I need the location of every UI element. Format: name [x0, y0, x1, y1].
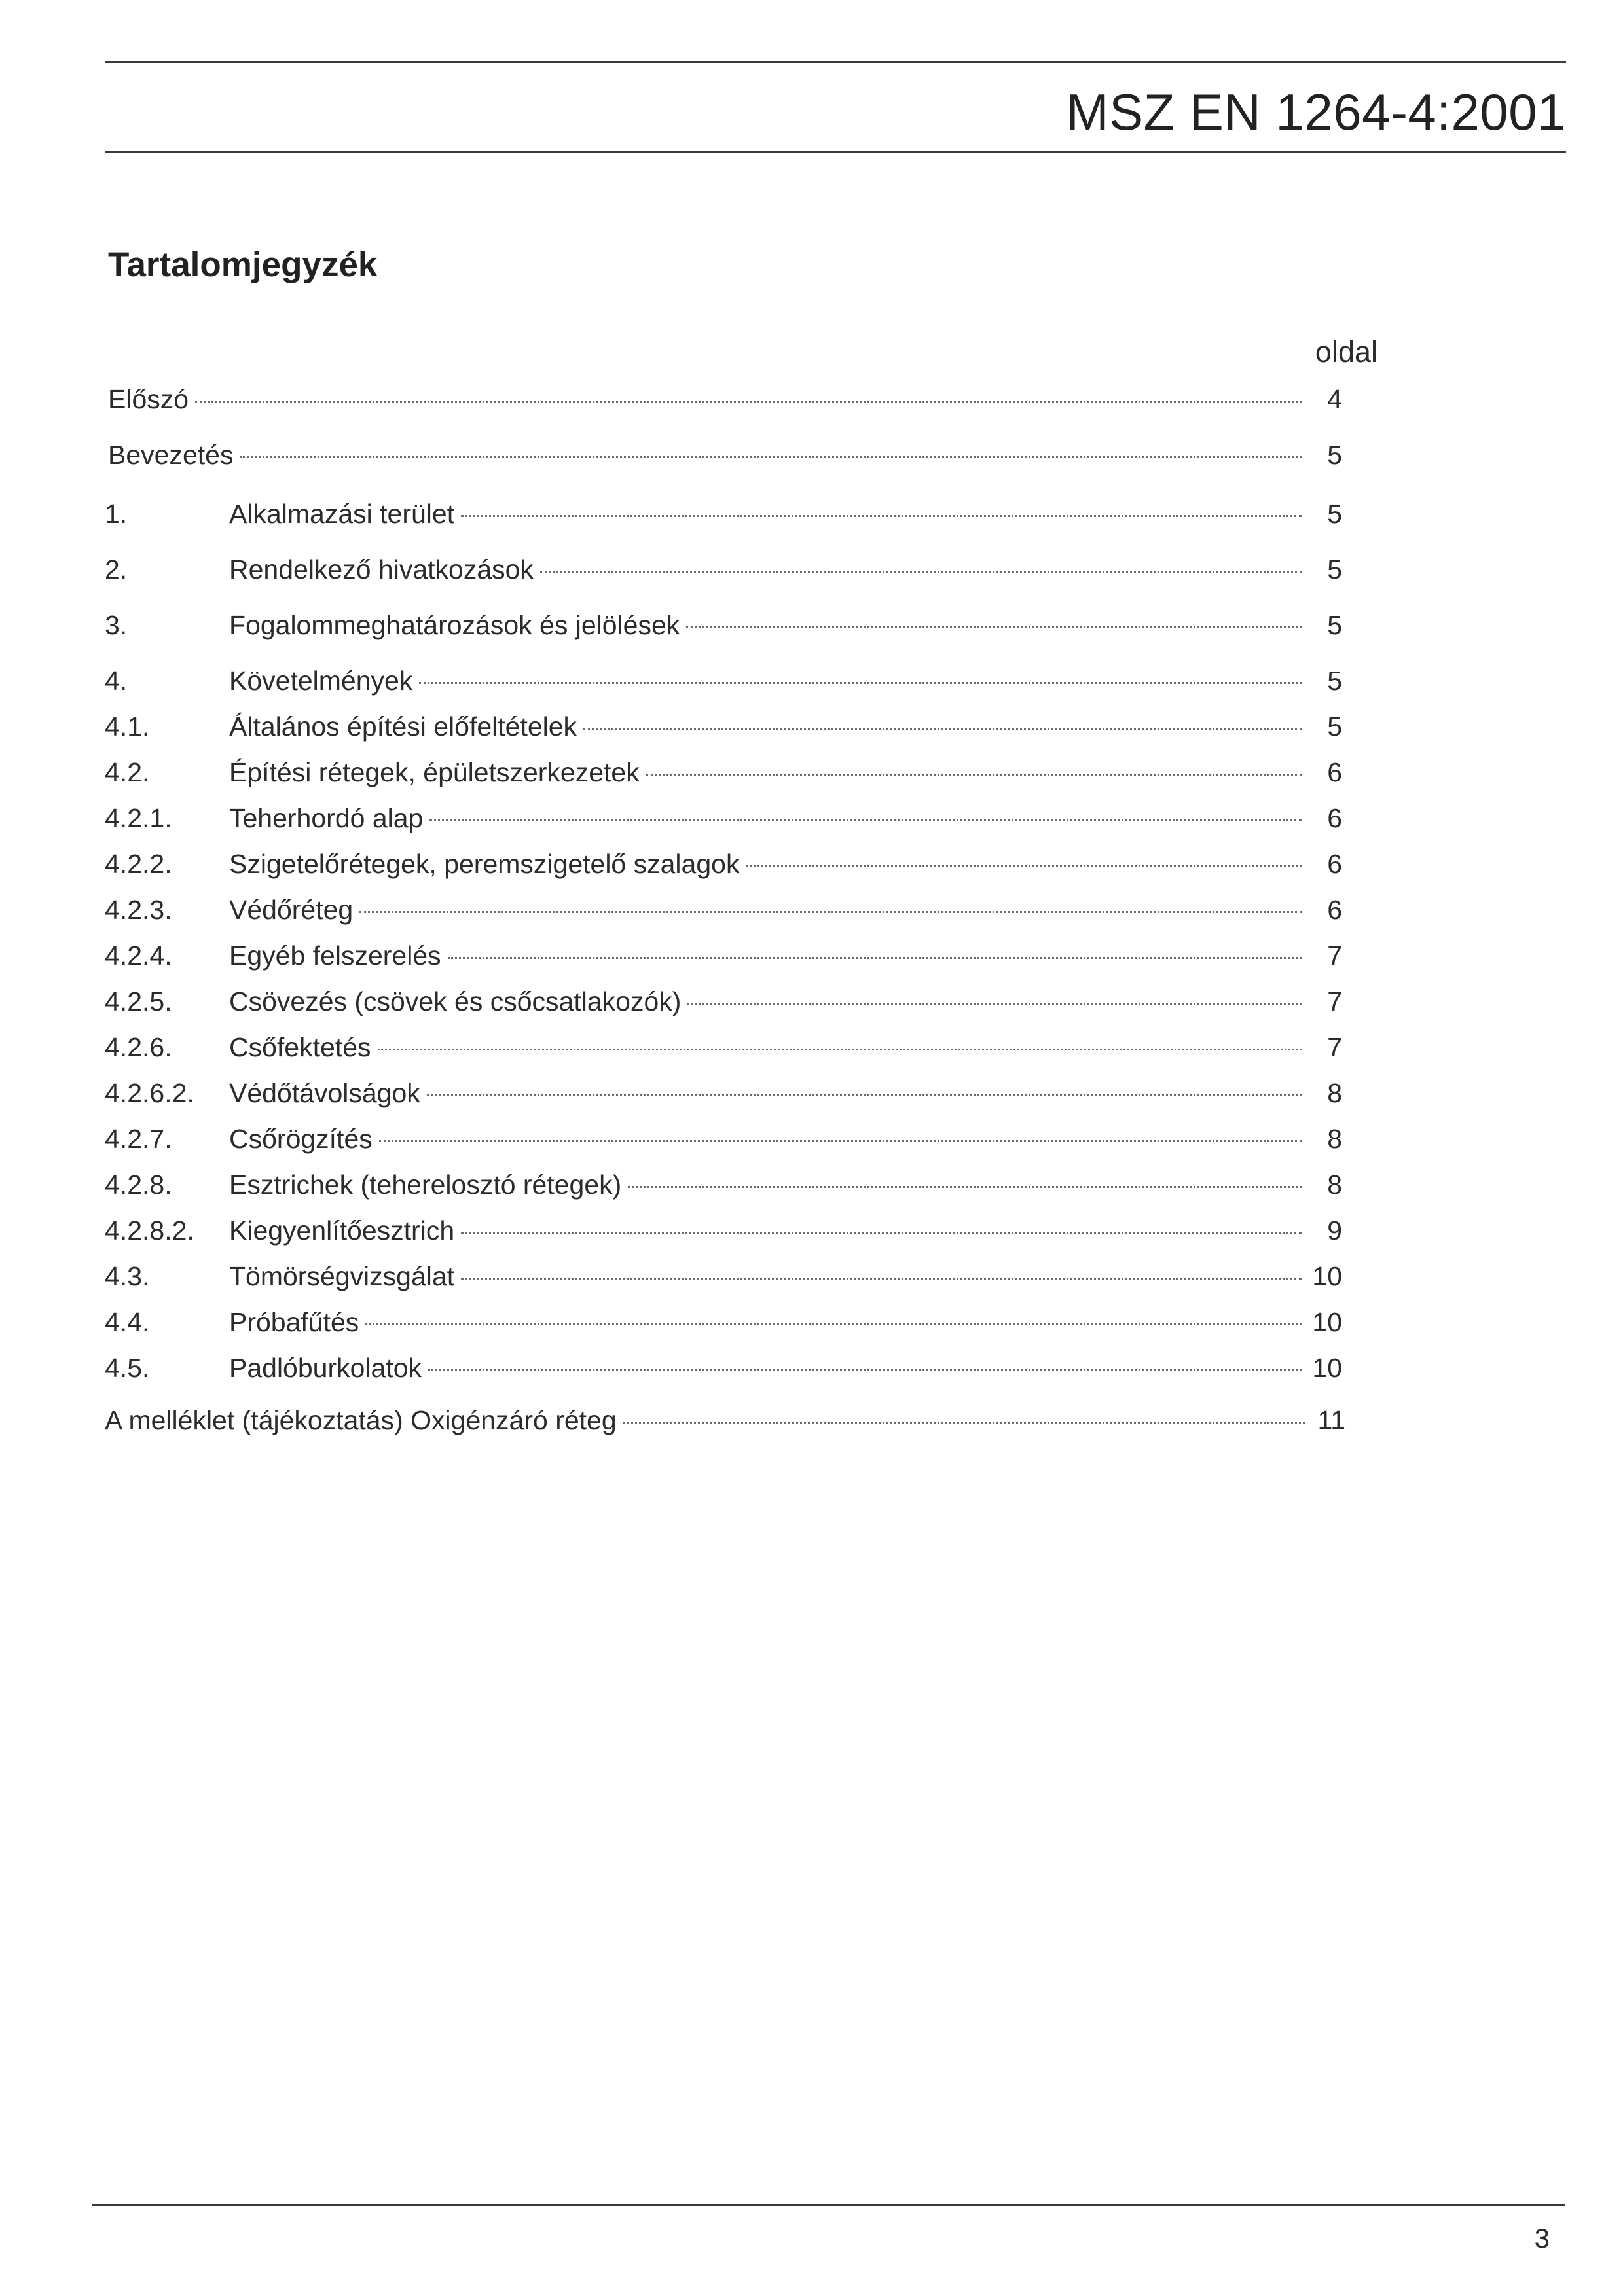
dot-leader: [365, 1323, 1302, 1325]
toc-entry: [105, 661, 1342, 700]
toc-entry-label: Előszó: [108, 384, 189, 414]
toc-entry-page: 5: [1327, 554, 1342, 584]
toc-entry: [105, 1257, 1342, 1296]
dot-leader: [746, 865, 1302, 867]
toc-entry-label: Követelmények: [229, 666, 413, 696]
toc-entry-page: 10: [1312, 1353, 1342, 1383]
toc-entry-page: 7: [1327, 1032, 1342, 1062]
toc-entry-label: Szigetelőrétegek, peremszigetelő szalagok: [229, 849, 740, 879]
toc-entry-label: Védőtávolságok: [229, 1078, 420, 1108]
toc-entry-label: Védőréteg: [229, 895, 354, 925]
toc-entry: [105, 1073, 1342, 1113]
dot-leader: [583, 728, 1302, 730]
toc-entry: [105, 550, 1342, 589]
toc-entry: [105, 1119, 1342, 1158]
toc-entry-label: Építési rétegek, épületszerkezetek: [229, 757, 640, 787]
toc-entry-page: 9: [1327, 1215, 1342, 1246]
dot-leader: [378, 1049, 1302, 1050]
toc-entry-page: 5: [1327, 440, 1342, 470]
toc-entry-line: [229, 844, 1342, 884]
dot-leader: [359, 911, 1302, 913]
dot-leader: [448, 957, 1302, 959]
toc-entry: [105, 798, 1342, 838]
toc-entry-number: 1.: [105, 499, 128, 529]
toc-entry: [105, 1302, 1342, 1342]
toc-entry-label: Kiegyenlítőesztrich: [229, 1215, 455, 1246]
dot-leader: [461, 1278, 1302, 1280]
toc-entry: [105, 1348, 1342, 1388]
toc-entry-number: 4.2.5.: [105, 986, 172, 1016]
toc-entry-line: [229, 982, 1342, 1021]
page-number: 3: [1534, 2223, 1550, 2253]
toc-entry: [105, 494, 1342, 533]
toc-entry-line: [229, 890, 1342, 929]
toc-entry-label: Próbafűtés: [229, 1307, 359, 1337]
toc-entry-page: 7: [1327, 986, 1342, 1016]
toc-entry-line: [229, 1211, 1342, 1250]
toc-entry-number: 4.2.8.2.: [105, 1215, 194, 1246]
dot-leader: [540, 571, 1302, 573]
toc-entry-page: 8: [1327, 1170, 1342, 1200]
toc-entry-label: Esztrichek (teherelosztó rétegek): [229, 1170, 622, 1200]
toc-entry-label: Általános építési előfeltételek: [229, 711, 577, 742]
toc-entry-number: 4.2.7.: [105, 1124, 172, 1154]
toc-entry-page: 6: [1327, 849, 1342, 879]
toc-entry-page: 6: [1327, 895, 1342, 925]
toc-entry-number: 4.5.: [105, 1353, 150, 1383]
toc-entry: [105, 605, 1342, 645]
dot-leader: [240, 456, 1302, 458]
toc-title: Tartalomjegyzék: [108, 245, 378, 284]
toc-entry-page: 5: [1327, 666, 1342, 696]
toc-entry-number: 4.2.: [105, 757, 150, 787]
toc-entry-line: [229, 753, 1342, 792]
toc-entry: [105, 844, 1342, 884]
toc-entry-label: Fogalommeghatározások és jelölések: [229, 610, 680, 640]
toc-entry-number: 4.2.1.: [105, 803, 172, 833]
toc-entry-number: 3.: [105, 610, 128, 640]
dot-leader: [646, 774, 1302, 776]
toc-entry-label: Padlóburkolatok: [229, 1353, 422, 1383]
dot-leader: [427, 1094, 1302, 1096]
toc-entry-line: [229, 550, 1342, 589]
toc-entry-line: [229, 1119, 1342, 1158]
dot-leader: [379, 1140, 1302, 1142]
toc-entry: [105, 1211, 1342, 1250]
toc-entry-line: [229, 1257, 1342, 1296]
toc-entry-line: [108, 435, 1342, 475]
toc-entry-number: 4.2.3.: [105, 895, 172, 925]
toc-entry-page: 7: [1327, 941, 1342, 971]
toc-entry-line: [229, 1348, 1342, 1388]
toc-entry-label: Egyéb felszerelés: [229, 941, 441, 971]
toc-entry-line: [229, 605, 1342, 645]
toc-entry-number: 4.: [105, 666, 128, 696]
toc-entry-label: Teherhordó alap: [229, 803, 424, 833]
dot-leader: [687, 1003, 1302, 1005]
toc-entry-number: 4.2.8.: [105, 1170, 172, 1200]
toc-entry-number: 2.: [105, 554, 128, 584]
toc-entry: [105, 435, 1342, 475]
dot-leader: [628, 1186, 1302, 1188]
dot-leader: [686, 626, 1302, 628]
toc-entry-line: [229, 661, 1342, 700]
toc-entry: [105, 380, 1342, 419]
toc-entry: [105, 890, 1342, 929]
toc-entry-page: 6: [1327, 803, 1342, 833]
toc-entry: [105, 1165, 1342, 1204]
toc-entry-page: 5: [1327, 711, 1342, 742]
toc-entry: [105, 1028, 1342, 1067]
toc-entry-number: 4.2.2.: [105, 849, 172, 879]
toc-entry-number: 4.2.4.: [105, 941, 172, 971]
toc-entry-label: A melléklet (tájékoztatás) Oxigénzáró réteg: [105, 1405, 617, 1435]
document-code: MSZ EN 1264-4:2001: [1066, 83, 1566, 141]
toc-entry-line: [229, 1302, 1342, 1342]
toc-entry-line: [229, 1165, 1342, 1204]
toc-entry-number: 4.3.: [105, 1261, 150, 1291]
toc-entry-page: 10: [1312, 1307, 1342, 1337]
toc-entry-label: Csövezés (csövek és csőcsatlakozók): [229, 986, 682, 1016]
dot-leader: [428, 1369, 1302, 1371]
toc-entry: [105, 707, 1342, 746]
toc-entry-page: 5: [1327, 610, 1342, 640]
dot-leader: [195, 401, 1302, 403]
dot-leader: [623, 1422, 1305, 1424]
toc-entry-label: Tömörségvizsgálat: [229, 1261, 455, 1291]
page-column-label: oldal: [1315, 335, 1377, 368]
toc-entry-line: [229, 1073, 1342, 1113]
toc-entry-number: 4.4.: [105, 1307, 150, 1337]
footer-rule: [92, 2204, 1565, 2206]
dot-leader: [461, 1232, 1302, 1234]
toc-entry-page: 6: [1327, 757, 1342, 787]
toc-entry-line: [229, 707, 1342, 746]
toc-entry-page: 5: [1327, 499, 1342, 529]
toc-entry-page: 11: [1317, 1405, 1345, 1435]
toc-entry-line: [229, 798, 1342, 838]
toc-entry-label: Csőrögzítés: [229, 1124, 373, 1154]
dot-leader: [461, 515, 1302, 517]
toc-entry-label: Rendelkező hivatkozások: [229, 554, 534, 584]
toc-entry-label: Alkalmazási terület: [229, 499, 455, 529]
dot-leader: [419, 682, 1302, 684]
toc-entry-line: [229, 936, 1342, 975]
toc-entry-line: [108, 380, 1342, 419]
toc-entry: [101, 1401, 1345, 1440]
toc-entry-page: 4: [1327, 384, 1342, 414]
toc-entry: [105, 753, 1342, 792]
toc-entry-label: Bevezetés: [108, 440, 234, 470]
toc-entry-label: Csőfektetés: [229, 1032, 371, 1062]
toc-entry-line: [229, 1028, 1342, 1067]
dot-leader: [429, 819, 1302, 821]
toc-entry-page: 8: [1327, 1078, 1342, 1108]
toc-entry-line: [105, 1401, 1345, 1440]
toc-entry-line: [229, 494, 1342, 533]
toc-entry: [105, 936, 1342, 975]
toc-entry-number: 4.1.: [105, 711, 150, 742]
toc-entry-number: 4.2.6.: [105, 1032, 172, 1062]
toc-entry-number: 4.2.6.2.: [105, 1078, 194, 1108]
toc-entry: [105, 982, 1342, 1021]
toc-entry-page: 10: [1312, 1261, 1342, 1291]
toc-entry-page: 8: [1327, 1124, 1342, 1154]
